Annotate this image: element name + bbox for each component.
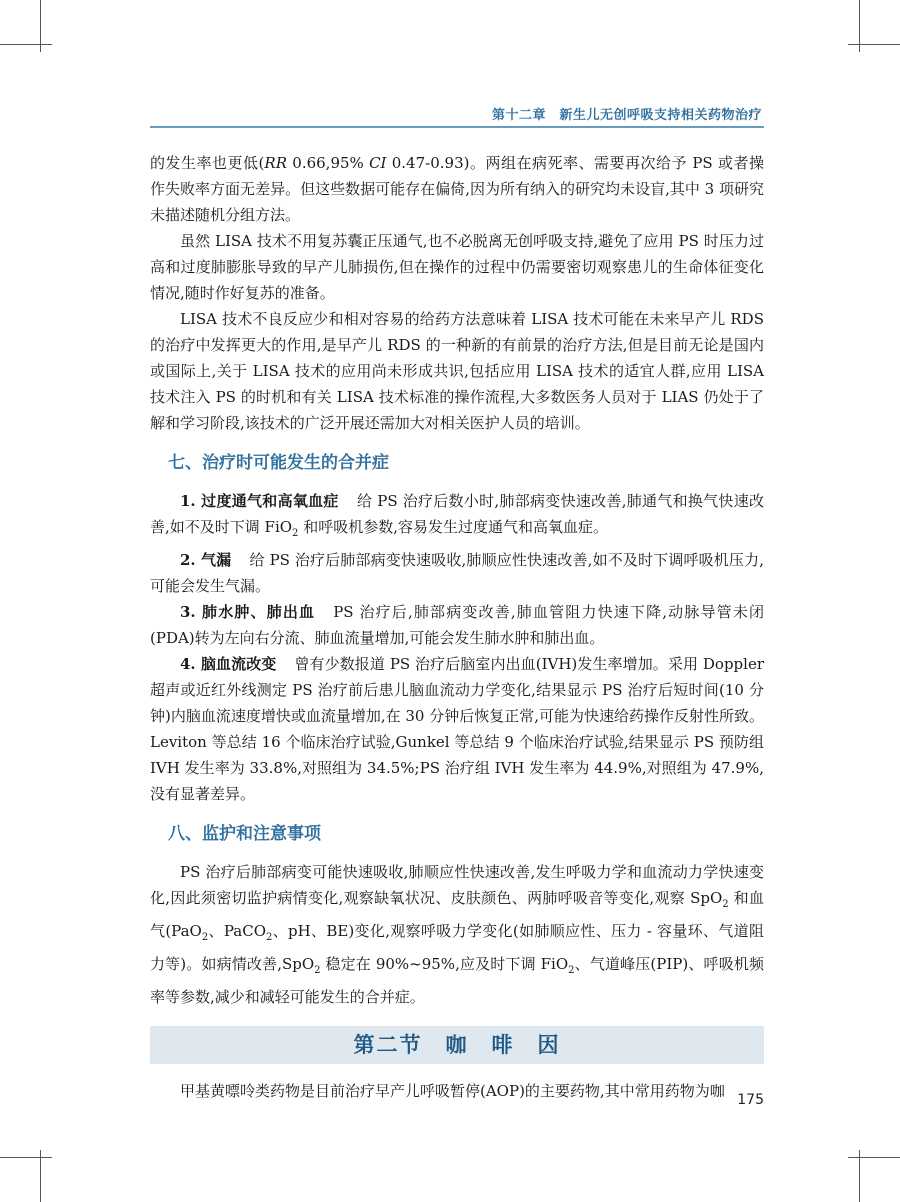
crop-mark (0, 44, 52, 45)
section-heading: 八、监护和注意事项 (168, 824, 321, 844)
item-text: 给 PS 治疗后数小时,肺部病变快速改善,肺通气和换气快速改善,如不及时下调 FiO (150, 492, 764, 536)
paragraph: LISA 技术不良反应少和相对容易的给药方法意味着 LISA 技术可能在未来早产儿 RDS 的治疗中发挥更大的作用,是早产儿 RDS 的一种新的有前景的治疗方法,但是目前无论是国内或国际上,关于 LISA 技术的应用尚未形成共识,包括应用 LISA 技术的适宜人群,应用 LISA 技术注入 PS 的时机和有关 LISA 技术标准的操作流程,大多数医务人员对于 LIAS 仍处于了解和学习阶段,该技术的广泛开展还需加大对相关医护人员的培训。 (150, 310, 764, 432)
item-title: 4. 脑血流改变 (180, 655, 277, 673)
paragraph: PS 治疗后肺部病变可能快速吸收,肺顺应性快速改善,发生呼吸力学和血流动力学快速变化,因此须密切监护病情变化,观察缺氧状况、皮肤颜色、两肺呼吸音等变化,观察 SpO$_2$ 和血气(PaO$_2$、PaCO$_2$、pH、BE)变化,观察呼吸力学变化(如肺顺应性、压力 - 容量环、气道阻力等)。如病情改善,SpO$_2$ 稳定在 90%~95%,应及时下调 FiO$_2$、气道峰压(PIP)、呼吸机频率等参数,减少和减轻可能发生的合并症。 (150, 863, 764, 1006)
item-text: PS 治疗后,肺部病变改善,肺血管阻力快速下降,动脉导管未闭(PDA)转为左向右分流、肺血流量增加,可能会发生肺水肿和肺出血。 (150, 603, 764, 647)
list-item (150, 651, 764, 807)
crop-mark (0, 1157, 52, 1158)
running-header: 第十二章 新生儿无创呼吸支持相关药物治疗 (491, 108, 762, 123)
crop-mark (848, 44, 900, 45)
page-number: 175 (737, 1092, 764, 1108)
section-heading: 七、治疗时可能发生的合并症 (168, 453, 389, 473)
list-item: 1. 过度通气和高氧血症 给 PS 治疗后数小时,肺部病变快速改善,肺通气和换气快速改善,如不及时下调 FiO$_2$ 和呼吸机参数,容易发生过度通气和高氧血症。 (150, 492, 764, 539)
crop-mark (848, 1157, 900, 1158)
header-rule (150, 126, 764, 128)
item-title: 3. 肺水肿、肺出血 (180, 603, 316, 621)
item-title: 1. 过度通气和高氧血症 (180, 492, 339, 510)
paragraph: 甲基黄嘌呤类药物是目前治疗早产儿呼吸暂停(AOP)的主要药物,其中常用药物为咖 (180, 1082, 725, 1100)
section-title-band: 第二节 咖 啡 因 (150, 1026, 764, 1064)
item-text: 曾有少数报道 PS 治疗后脑室内出血(IVH)发生率增加。采用 Doppler 超声或近红外线测定 PS 治疗前后患儿脑血流动力学变化,结果显示 PS 治疗后短时间(10 分钟)内脑血流速度增快或血流量增加,在 30 分钟后恢复正常,可能为快速给药操作反射性所致。Leviton 等总结 16 个临床治疗试验,Gunkel 等总结 9 个临床治疗试验,结果显示 PS 预防组 IVH 发生率为 33.8%,对照组为 34.5%;PS 治疗组 IVH 发生率为 44.9%,对照组为 47.9%,没有显著差异。 (150, 655, 765, 803)
page-body (150, 150, 764, 1104)
item-title: 2. 气漏 (180, 551, 232, 569)
list-item (150, 599, 764, 651)
list-item (150, 547, 764, 599)
paragraph: 虽然 LISA 技术不用复苏囊正压通气,也不必脱离无创呼吸支持,避免了应用 PS 时压力过高和过度肺膨胀导致的早产儿肺损伤,但在操作的过程中仍需要密切观察患儿的生命体征变化情况,随时作好复苏的准备。 (150, 232, 764, 302)
paragraph: 的发生率也更低(RR 0.66,95% CI 0.47-0.93)。两组在病死率、需要再次给予 PS 或者操作失败率方面无差异。但这些数据可能存在偏倚,因为所有纳入的研究均未设盲,其中 3 项研究未描述随机分组方法。 (150, 154, 764, 224)
item-text: 给 PS 治疗后肺部病变快速吸收,肺顺应性快速改善,如不及时下调呼吸机压力,可能会发生气漏。 (150, 551, 764, 595)
